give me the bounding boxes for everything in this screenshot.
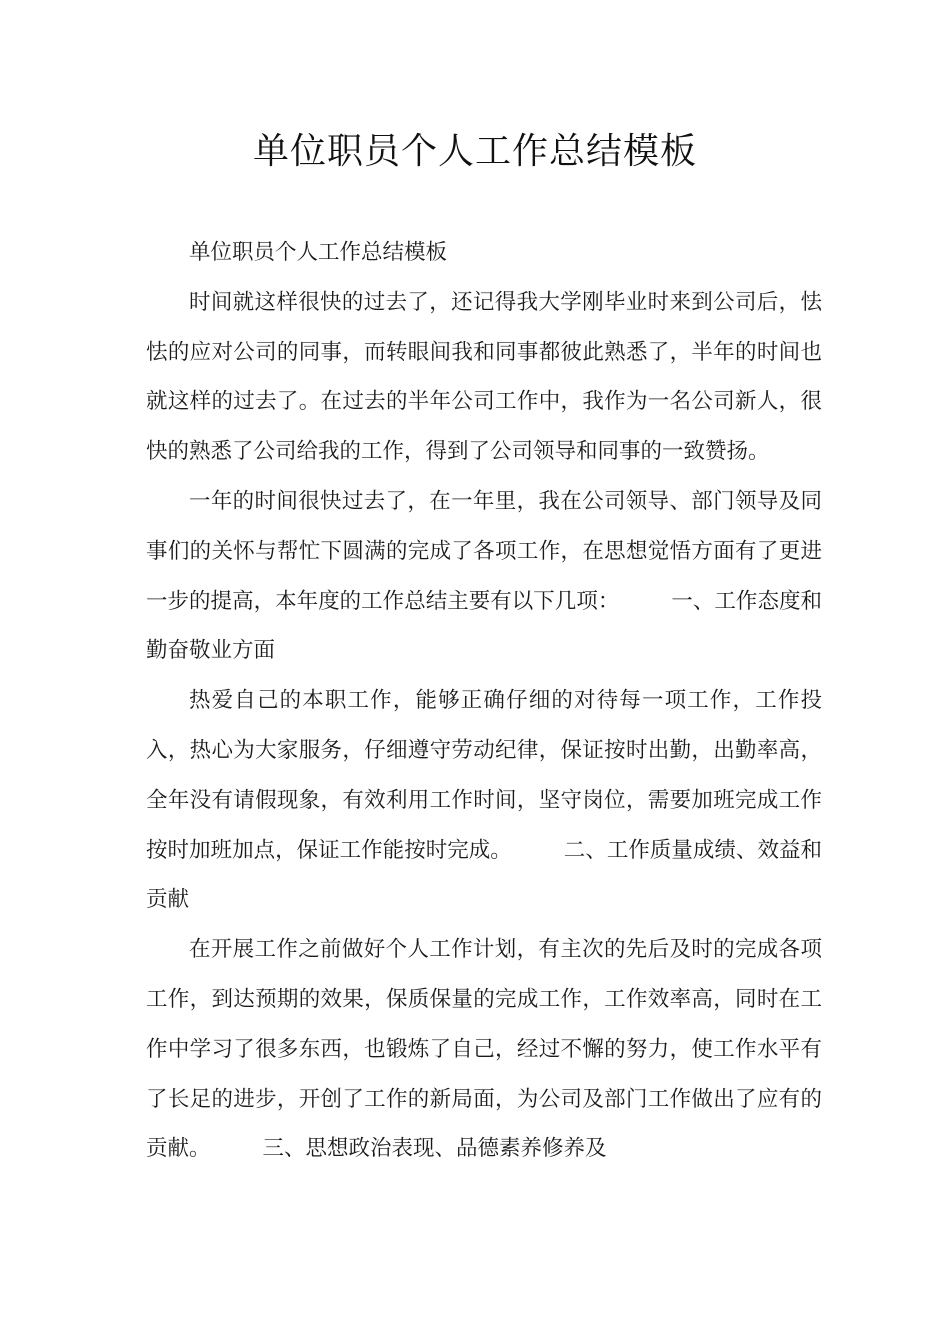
paragraph-year-summary [146,477,822,676]
paragraph-text: 时间就这样很快的过去了，还记得我大学刚毕业时来到公司后，怯怯的应对公司的同事，而转眼间我和同事都彼此熟悉了，半年的时间也就这样的过去了。在过去的半年公司工作中，我作为一名公司新人，很快的熟悉了公司给我的工作，得到了公司领导和同事的一致赞扬。 [146,289,822,465]
paragraph-text: 一年的时间很快过去了，在一年里，我在公司领导、部门领导及同事们的关怀与帮忙下圆满的完成了各项工作，在思想觉悟方面有了更进一步的提高，本年度的工作总结主要有以下几项： [146,488,822,614]
paragraph-text: 单位职员个人工作总结模板 [189,240,448,265]
paragraph-subtitle [146,228,822,278]
section-heading-1: 一、工作态度和勤奋敬业方面 [146,588,822,664]
section-heading-3: 三、思想政治表现、品德素养修养及 [262,1136,607,1162]
document-title: 单位职员个人工作总结模板 [252,131,697,172]
paragraph-text: 在开展工作之前做好个人工作计划，有主次的先后及时的完成各项工作，到达预期的效果，保质保量的完成工作，工作效率高，同时在工作中学习了很多东西，也锻炼了自己，经过不懈的努力，使工作水平有了长足的进步，开创了工作的新局面，为公司及部门工作做出了应有的贡献。 [146,937,822,1162]
paragraph-work-quality [146,925,822,1174]
paragraph-text: 热爱自己的本职工作，能够正确仔细的对待每一项工作，工作投入，热心为大家服务，仔细遵守劳动纪律，保证按时出勤，出勤率高，全年没有请假现象，有效利用工作时间，坚守岗位，需要加班完成工作按时加班加点，保证工作能按时完成。 [146,688,822,863]
document-body [146,228,822,1174]
section-heading-2: 二、工作质量成绩、效益和贡献 [146,837,822,913]
paragraph-work-attitude [146,676,822,925]
paragraph-intro [146,278,822,477]
